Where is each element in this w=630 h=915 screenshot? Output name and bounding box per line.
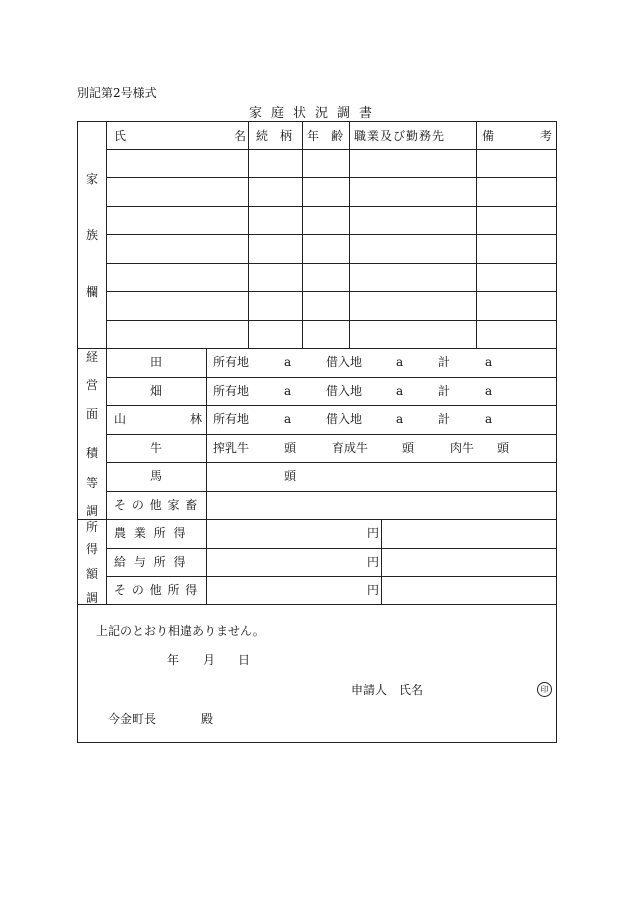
management-row-rule [106, 434, 557, 435]
income-label-agriculture: 農 業 所 得 [114, 526, 188, 540]
family-side-label-char: 家 [85, 172, 98, 186]
addressee-honorific: 殿 [201, 712, 214, 726]
dairy-cattle-unit: 頭 [284, 441, 297, 455]
management-side-label-char: 積 [85, 446, 98, 460]
family-row-rule [106, 234, 557, 235]
declaration-statement: 上記のとおり相違ありません。 [96, 624, 265, 638]
applicant-name-label: 申請人 氏名 [351, 683, 424, 697]
date-year: 年 [167, 653, 180, 667]
family-row-rule [106, 263, 557, 264]
beef-cattle-unit: 頭 [497, 441, 510, 455]
upland-field-owned-label: 所有地 [213, 384, 250, 398]
rearing-cattle-label: 育成牛 [332, 441, 369, 455]
rice-field-owned-unit: a [284, 355, 292, 369]
management-side-label-char: 営 [85, 378, 98, 392]
income-row-rule [106, 576, 557, 577]
income-side-label-char: 調 [85, 591, 98, 605]
section-divider [78, 519, 557, 520]
rice-field-label: 田 [150, 355, 163, 369]
family-row-rule [106, 177, 557, 178]
forest-total-label: 計 [438, 412, 451, 426]
income-amount-rule [381, 519, 382, 604]
income-side-label-char: 所 [85, 520, 98, 534]
date-month: 月 [203, 653, 216, 667]
management-row-rule [106, 462, 557, 463]
income-row-rule [106, 548, 557, 549]
document-title: 家庭状況調書 [248, 106, 381, 121]
occupation-column-rule [476, 122, 477, 348]
management-side-label-char: 等 [85, 476, 98, 490]
management-side-label-char: 経 [85, 350, 98, 364]
upland-field-label: 畑 [150, 384, 163, 398]
age-column-rule [349, 122, 350, 348]
family-header-rule [106, 149, 557, 150]
horse-unit: 頭 [284, 469, 297, 483]
income-unit-salary: 円 [367, 555, 380, 569]
form-number: 別記第2号様式 [77, 86, 157, 100]
forest-owned-unit: a [284, 412, 292, 426]
horse-label: 馬 [150, 469, 163, 483]
management-side-label-char: 面 [85, 407, 98, 421]
section-divider [78, 348, 557, 349]
relation-column-rule [302, 122, 303, 348]
section-divider [78, 604, 557, 605]
header-occupation: 職業及び勤務先 [354, 129, 446, 143]
management-side-label-char: 調 [85, 504, 98, 518]
header-name-left: 氏 [114, 129, 127, 143]
forest-rented-unit: a [396, 412, 404, 426]
beef-cattle-label: 肉牛 [450, 441, 475, 455]
forest-owned-label: 所有地 [213, 412, 250, 426]
income-side-label-char: 得 [85, 542, 98, 556]
dairy-cattle-label: 搾乳牛 [213, 441, 250, 455]
management-row-rule [106, 405, 557, 406]
family-row-rule [106, 320, 557, 321]
income-unit-agriculture: 円 [367, 526, 380, 540]
management-row-rule [106, 491, 557, 492]
income-label-salary: 給 与 所 得 [114, 555, 188, 569]
forest-total-unit: a [485, 412, 493, 426]
seal-mark: 印 [537, 682, 552, 697]
upland-field-owned-unit: a [284, 384, 292, 398]
income-label-other: そ の 他 所 得 [114, 583, 199, 597]
header-relation: 続 柄 [256, 129, 293, 143]
rice-field-owned-label: 所有地 [213, 355, 250, 369]
forest-rented-label: 借入地 [326, 412, 363, 426]
family-side-label-char: 族 [85, 228, 98, 242]
rearing-cattle-unit: 頭 [402, 441, 415, 455]
addressee: 今金町長 [108, 712, 157, 726]
income-side-label-char: 額 [85, 567, 98, 581]
rice-field-rented-unit: a [396, 355, 404, 369]
income-unit-other: 円 [367, 583, 380, 597]
cattle-label: 牛 [150, 441, 163, 455]
header-remarks-right: 考 [540, 129, 553, 143]
upland-field-rented-unit: a [396, 384, 404, 398]
family-status-form [77, 121, 557, 743]
forest-label-left: 山 [114, 412, 127, 426]
rice-field-total-unit: a [485, 355, 493, 369]
upland-field-total-label: 計 [438, 384, 451, 398]
family-row-rule [106, 206, 557, 207]
side-label-rule [106, 122, 107, 604]
header-name-right: 名 [234, 129, 247, 143]
date-day: 日 [238, 653, 251, 667]
rice-field-total-label: 計 [438, 355, 451, 369]
forest-label-right: 林 [190, 412, 203, 426]
family-side-label-char: 欄 [85, 285, 98, 299]
header-remarks-left: 備 [482, 129, 495, 143]
other-livestock-label: そ の 他 家 畜 [114, 498, 199, 512]
management-row-rule [106, 377, 557, 378]
family-row-rule [106, 291, 557, 292]
header-age: 年 齢 [307, 129, 344, 143]
rice-field-rented-label: 借入地 [326, 355, 363, 369]
upland-field-total-unit: a [485, 384, 493, 398]
label-column-rule [206, 348, 207, 604]
upland-field-rented-label: 借入地 [326, 384, 363, 398]
name-column-rule [248, 122, 249, 348]
